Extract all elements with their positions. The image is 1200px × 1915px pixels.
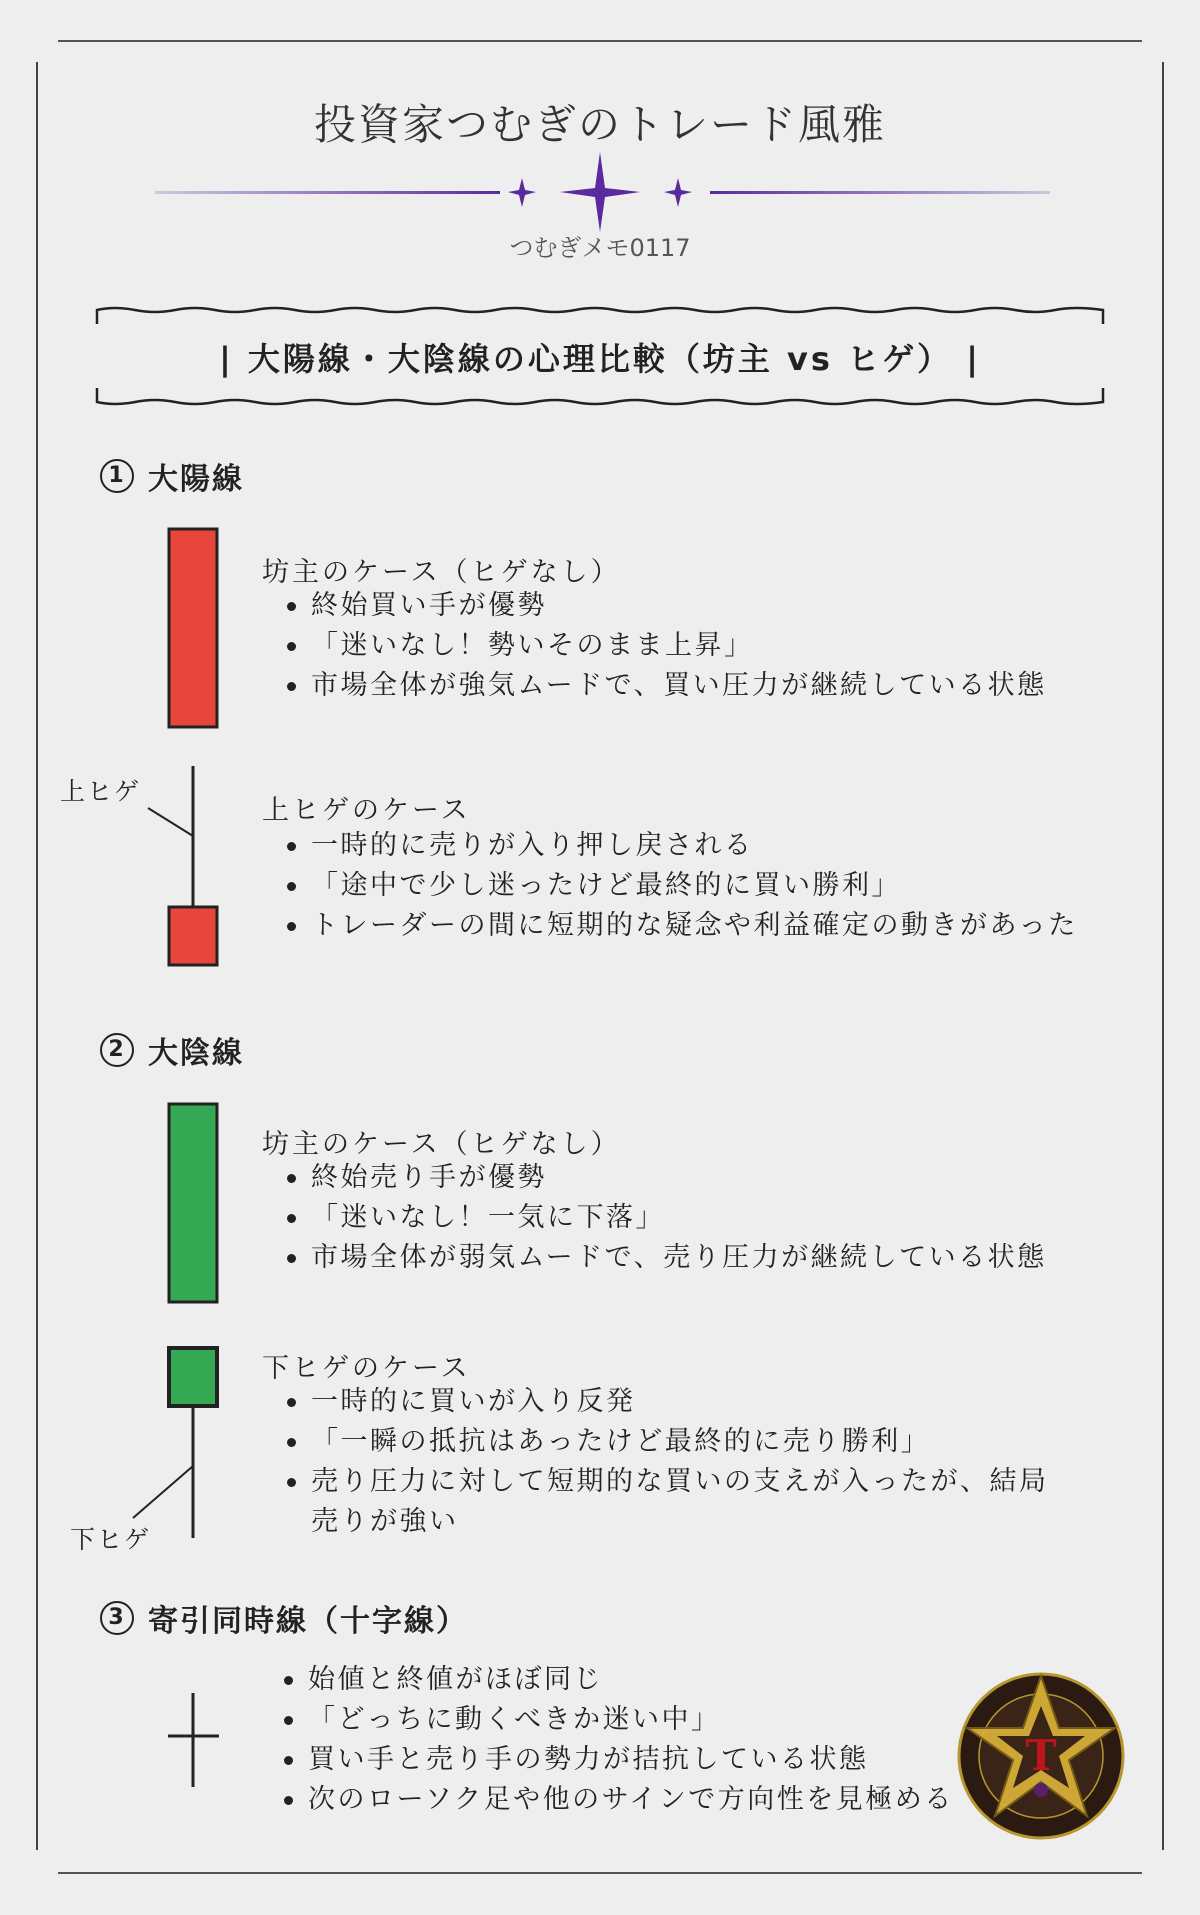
list-item: 次のローソク足や他のサインで方向性を見極める bbox=[280, 1780, 954, 1820]
yang-wick-list bbox=[283, 826, 1078, 946]
page-title: 投資家つむぎのトレード風雅 bbox=[313, 100, 886, 149]
bullish-wick-candle bbox=[169, 907, 217, 965]
comparison-title: | 大陽線・大陰線の心理比較（坊主 vs ヒゲ） | bbox=[219, 340, 981, 378]
list-item: 一時的に買いが入り反発 bbox=[283, 1382, 1073, 1422]
section-title: 大陽線 bbox=[148, 462, 244, 497]
section-number-badge: 3 bbox=[100, 1601, 134, 1635]
upper-wick-pointer bbox=[148, 808, 193, 836]
yang-wick-title: 上ヒゲのケース bbox=[262, 795, 471, 826]
list-item: 買い手と売り手の勢力が拮抗している状態 bbox=[280, 1740, 954, 1780]
section-number-badge: 2 bbox=[100, 1033, 134, 1067]
bearish-wick-candle bbox=[169, 1348, 217, 1406]
logo-letter: T bbox=[1025, 1731, 1057, 1780]
yang-bozu-list bbox=[283, 586, 1047, 706]
lower-wick-pointer bbox=[133, 1466, 193, 1518]
bullish-bozu-candle bbox=[169, 529, 217, 727]
list-item: 売り圧力に対して短期的な買いの支えが入ったが、結局売りが強い bbox=[283, 1462, 1073, 1542]
list-item: 市場全体が強気ムードで、買い圧力が継続している状態 bbox=[283, 666, 1047, 706]
bearish-bozu-candle bbox=[169, 1104, 217, 1302]
star-emblem-logo bbox=[955, 1670, 1127, 1842]
list-item: 始値と終値がほぼ同じ bbox=[280, 1660, 954, 1700]
memo-number: つむぎメモ0117 bbox=[509, 234, 691, 262]
section-number-badge: 1 bbox=[100, 459, 134, 493]
list-item: 一時的に売りが入り押し戻される bbox=[283, 826, 1078, 866]
list-item: 市場全体が弱気ムードで、売り圧力が継続している状態 bbox=[283, 1238, 1047, 1278]
list-item: 「一瞬の抵抗はあったけど最終的に売り勝利」 bbox=[283, 1422, 1073, 1462]
yin-bozu-list bbox=[283, 1158, 1047, 1278]
section-title: 寄引同時線（十字線） bbox=[148, 1604, 468, 1639]
yin-wick-title: 下ヒゲのケース bbox=[262, 1353, 471, 1384]
upper-wick-label: 上ヒゲ bbox=[60, 777, 142, 806]
list-item: 終始買い手が優勢 bbox=[283, 586, 1047, 626]
section-heading-yang bbox=[100, 454, 244, 498]
section-heading-yin bbox=[100, 1028, 244, 1072]
yin-bozu-title: 坊主のケース（ヒゲなし） bbox=[262, 1129, 621, 1160]
yang-bozu-title: 坊主のケース（ヒゲなし） bbox=[262, 557, 621, 588]
list-item: 終始売り手が優勢 bbox=[283, 1158, 1047, 1198]
list-item: 「途中で少し迷ったけど最終的に買い勝利」 bbox=[283, 866, 1078, 906]
list-item: 「迷いなし！一気に下落」 bbox=[283, 1198, 1047, 1238]
section-title: 大陰線 bbox=[148, 1036, 244, 1071]
doji-list bbox=[280, 1660, 954, 1820]
list-item: 「迷いなし！勢いそのまま上昇」 bbox=[283, 626, 1047, 666]
lower-wick-label: 下ヒゲ bbox=[70, 1525, 152, 1554]
list-item: 「どっちに動くべきか迷い中」 bbox=[280, 1700, 954, 1740]
yin-wick-list bbox=[283, 1382, 1073, 1542]
list-item: トレーダーの間に短期的な疑念や利益確定の動きがあった bbox=[283, 906, 1078, 946]
section-heading-doji bbox=[100, 1596, 468, 1640]
